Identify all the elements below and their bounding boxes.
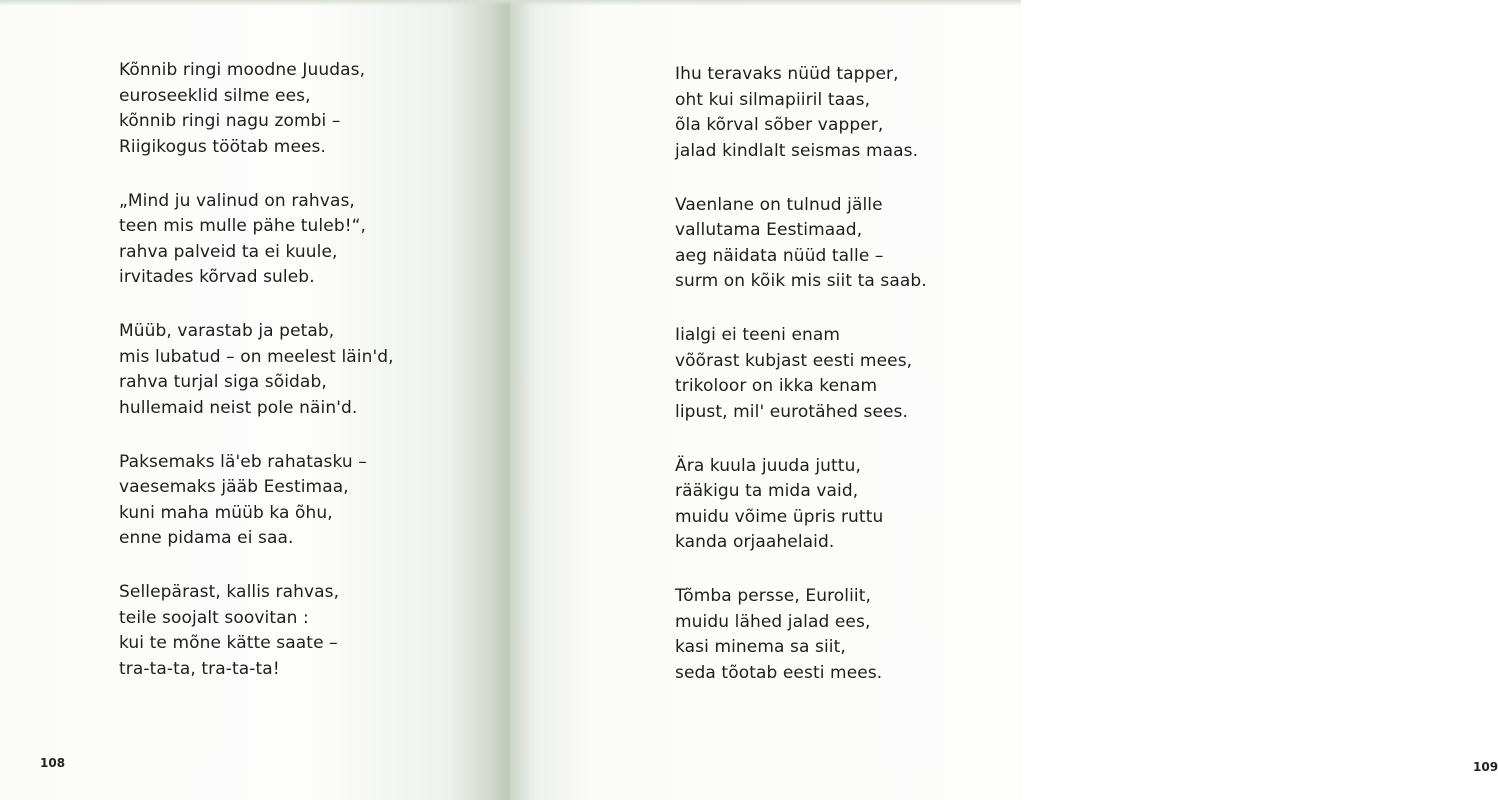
poem-line: kanda orjaahelaid. — [675, 532, 835, 552]
poem-line: tra-ta-ta, tra-ta-ta! — [119, 658, 280, 679]
page-number-left: 108 — [40, 756, 66, 770]
right-poem — [675, 62, 927, 715]
poem-line: Ära kuula juuda juttu, — [675, 455, 861, 476]
stanza — [119, 450, 394, 552]
poem-line: kui te mõne kätte saate – — [119, 633, 338, 653]
left-poem — [119, 58, 394, 711]
stanza — [675, 323, 927, 425]
poem-line: „Mind ju valinud on rahvas, — [119, 190, 355, 211]
poem-line: kasi minema sa siit, — [675, 637, 846, 657]
stanza — [675, 454, 927, 556]
poem-line: Müüb, varastab ja petab, — [119, 321, 335, 341]
page-number-right: 109 — [1473, 760, 1498, 774]
stanza — [119, 58, 394, 160]
poem-line: Sellepärast, kallis rahvas, — [119, 582, 340, 602]
poem-line: enne pidama ei saa. — [119, 528, 294, 548]
poem-line: rääkigu ta mida vaid, — [675, 481, 859, 501]
poem-line: kuni maha müüb ka õhu, — [119, 502, 333, 523]
stanza — [675, 193, 927, 295]
poem-line: teen mis mulle pähe tuleb!“, — [119, 216, 367, 236]
poem-line: kõnnib ringi nagu zombi – — [119, 111, 341, 131]
poem-line: Tõmba persse, Euroliit, — [675, 586, 872, 606]
poem-line: Vaenlane on tulnud jälle — [675, 194, 883, 215]
top-edge-shadow — [0, 0, 1021, 6]
poem-line: oht kui silmapiiril taas, — [675, 89, 871, 110]
poem-line: jalad kindlalt seismas maas. — [675, 140, 919, 161]
poem-line: muidu lähed jalad ees, — [675, 611, 871, 632]
poem-line: irvitades kõrvad suleb. — [119, 267, 315, 287]
poem-line: teile soojalt soovitan : — [119, 607, 309, 628]
stanza — [119, 319, 394, 421]
poem-line: euroseeklid silme ees, — [119, 85, 311, 106]
poem-line: Riigikogus töötab mees. — [119, 136, 327, 157]
poem-line: Iialgi ei teeni enam — [675, 325, 841, 345]
poem-line: Kõnnib ringi moodne Juudas, — [119, 60, 366, 80]
poem-line: vallutama Eestimaad, — [675, 220, 863, 240]
poem-line: trikoloor on ikka kenam — [675, 376, 878, 396]
poem-line: muidu võime üpris ruttu — [675, 506, 884, 527]
stanza — [675, 584, 927, 686]
poem-line: lipust, mil' eurotähed sees. — [675, 401, 909, 422]
poem-line: Ihu teravaks nüüd tapper, — [675, 64, 899, 84]
poem-line: võõrast kubjast eesti mees, — [675, 350, 913, 371]
poem-line: Paksemaks lä'eb rahatasku – — [119, 451, 367, 472]
poem-line: vaesemaks jääb Eestimaa, — [119, 477, 349, 497]
poem-line: hullemaid neist pole näin'd. — [119, 397, 358, 418]
poem-line: aeg näidata nüüd talle – — [675, 245, 884, 266]
poem-line: mis lubatud – on meelest läin'd, — [119, 346, 394, 367]
poem-line: õla kõrval sõber vapper, — [675, 115, 884, 135]
stanza — [675, 62, 927, 164]
stanza — [119, 189, 394, 291]
poem-line: rahva palveid ta ei kuule, — [119, 241, 338, 262]
stanza — [119, 580, 394, 682]
poem-line: seda tõotab eesti mees. — [675, 662, 883, 683]
poem-line: rahva turjal siga sõidab, — [119, 372, 327, 392]
poem-line: surm on kõik mis siit ta saab. — [675, 271, 927, 291]
left-page — [0, 0, 510, 800]
